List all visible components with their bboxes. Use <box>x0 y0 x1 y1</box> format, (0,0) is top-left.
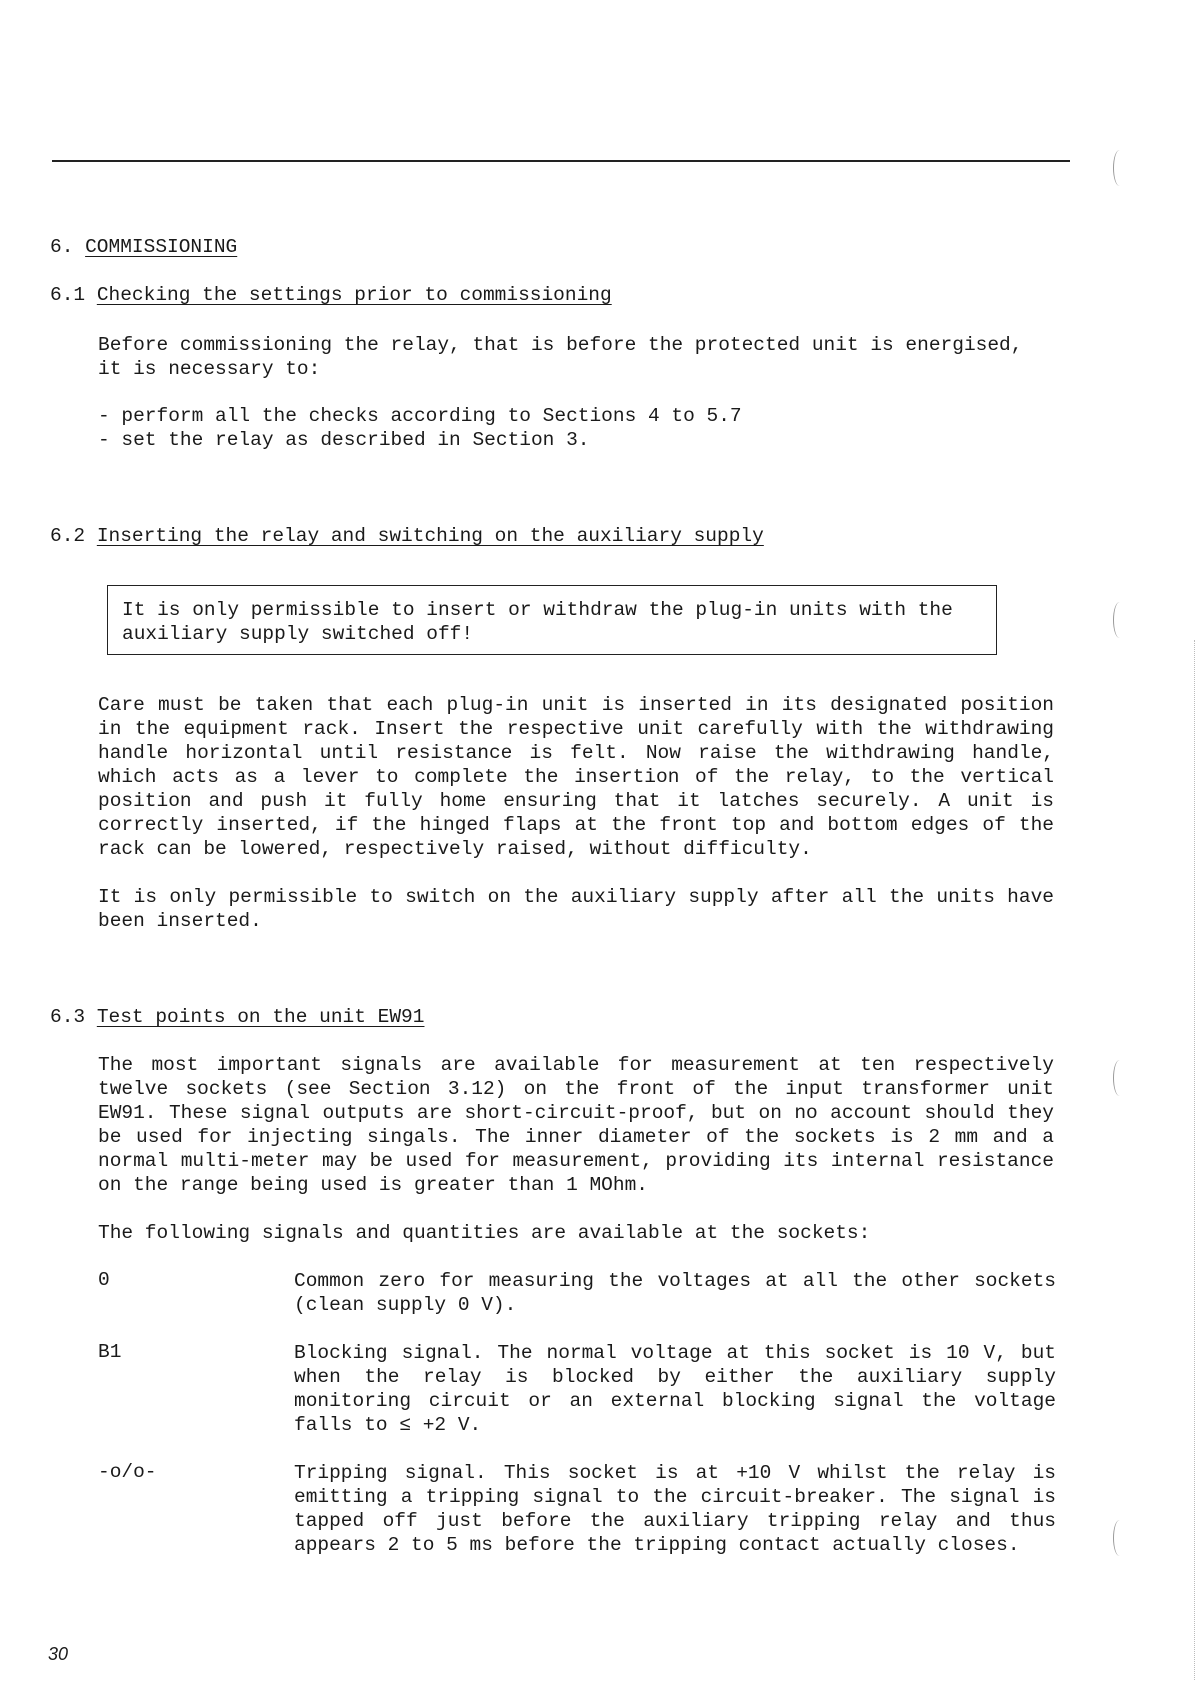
section-6-1-heading: 6.1 Checking the settings prior to commissioning <box>50 284 612 306</box>
margin-mark <box>1113 150 1126 186</box>
bullet-item: - perform all the checks according to Sections 4 to 5.7 <box>98 405 742 427</box>
section-6-3-paragraph: The most important signals are available for measurement at ten respectively twelve sockets (see Section 3.12) on the front of the input transformer unit EW91. These signal outputs are short-circuit-proof, but on no account should they be used for injecting singals. The inner diameter of the sockets is 2 mm and a normal multi-meter may be used for measurement, providing its internal resistance on the range being used is greater than 1 MOhm. <box>98 1054 1054 1196</box>
margin-mark <box>1113 1060 1126 1096</box>
signal-description: Blocking signal. The normal voltage at this socket is 10 V, but when the relay is blocked by either the auxiliary supply monitoring circuit or an external blocking signal the voltage falls to ≤ +2 V. <box>294 1342 1056 1436</box>
margin-mark <box>1113 1520 1126 1556</box>
margin-mark <box>1113 602 1126 638</box>
page-edge <box>1194 640 1195 1680</box>
signal-name: 0 <box>98 1269 110 1291</box>
signal-description: Common zero for measuring the voltages at all the other sockets (clean supply 0 V). <box>294 1270 1056 1316</box>
section-6-2-heading: 6.2 Inserting the relay and switching on the auxiliary supply <box>50 525 764 547</box>
warning-text: It is only permissible to insert or withdraw the plug-in units with the auxiliary supply switched off! <box>122 599 953 645</box>
warning-box <box>107 585 997 655</box>
bullet-item: - set the relay as described in Section 3. <box>98 429 590 451</box>
signal-name: B1 <box>98 1341 122 1363</box>
section-6-2-paragraph: It is only permissible to switch on the auxiliary supply after all the units have been inserted. <box>98 886 1054 932</box>
section-6-2-paragraph: Care must be taken that each plug-in unit is inserted in its designated position in the equipment rack. Insert the respective unit carefully with the withdrawing handle horizontal until resistance is felt. Now raise the withdrawing handle, which acts as a lever to complete the insertion of the relay, to the vertical position and push it fully home ensuring that it latches securely. A unit is correctly inserted, if the hinged flaps at the front top and bottom edges of the rack can be lowered, respectively raised, without difficulty. <box>98 694 1054 860</box>
section-6-1-intro: Before commissioning the relay, that is before the protected unit is energised, it is necessary to: <box>98 334 1023 380</box>
page-number: 30 <box>48 1644 69 1664</box>
signal-description: Tripping signal. This socket is at +10 V whilst the relay is emitting a tripping signal to the circuit-breaker. The signal is tapped off just before the auxiliary tripping relay and thus appears 2 to 5 ms before the tripping contact actually closes. <box>294 1462 1056 1556</box>
signal-name: -o/o- <box>98 1461 157 1483</box>
header-rule <box>52 160 1070 162</box>
section-6-3-paragraph: The following signals and quantities are available at the sockets: <box>98 1222 871 1244</box>
section-6-3-heading: 6.3 Test points on the unit EW91 <box>50 1006 425 1028</box>
section-6-heading: 6. COMMISSIONING <box>50 236 238 258</box>
